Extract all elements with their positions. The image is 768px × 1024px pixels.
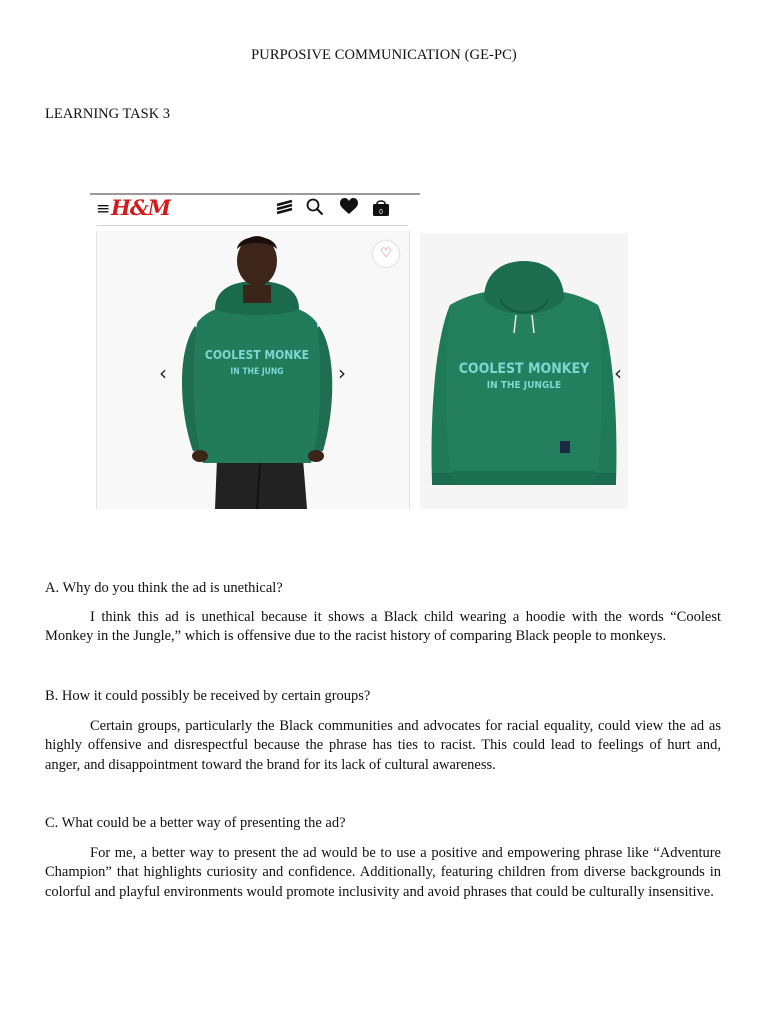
hoodie-product-photo [420, 233, 628, 509]
question-a: A. Why do you think the ad is unethical? [45, 580, 283, 596]
ad-screenshot-figure [90, 193, 630, 511]
answer-a: I think this ad is unethical because it shows a Black child wearing a hoodie with the words “Coolest Monkey in the Jungle,” which is offensive due to the racist history of comparing Black people to monkeys. [45, 609, 721, 645]
stripes-icon[interactable] [276, 199, 294, 215]
previous-image-arrow-2[interactable]: ‹ [614, 361, 622, 385]
favorite-heart-button[interactable]: ♡ [373, 241, 399, 267]
heart-icon[interactable] [340, 198, 358, 215]
question-c: C. What could be a better way of presenting the ad? [45, 815, 346, 831]
model-hoodie-print-line2: IN THE JUNG [230, 367, 284, 377]
flat-hoodie-illustration [420, 233, 628, 509]
task-label: LEARNING TASK 3 [45, 106, 171, 122]
brand-logo[interactable]: H&M [111, 195, 171, 220]
previous-image-arrow[interactable]: ‹ [159, 361, 167, 385]
hoodie-print-line1: COOLEST MONKEY [458, 361, 590, 377]
course-title: PURPOSIVE COMMUNICATION (GE-PC) [251, 47, 517, 63]
shopping-bag-icon[interactable] [372, 199, 390, 217]
question-b: B. How it could possibly be received by certain groups? [45, 688, 371, 704]
answer-b: Certain groups, particularly the Black communities and advocates for racial equality, could view the ad as highly offensive and disrespectful because the phrase has ties to racist. This could lead to feelings of hurt and, anger, and disappointment toward the brand for its lack of cultural awareness. [45, 718, 721, 773]
model-product-photo [96, 231, 410, 509]
store-app-bar [96, 195, 408, 226]
bag-count: 0 [378, 208, 384, 216]
hamburger-icon[interactable]: ≡ [96, 199, 111, 219]
hoodie-print-line2: IN THE JUNGLE [486, 380, 562, 391]
child-in-hoodie-illustration [97, 231, 409, 509]
search-icon[interactable] [306, 198, 324, 216]
model-hoodie-print-line1: COOLEST MONKE [204, 348, 310, 362]
answer-c: For me, a better way to present the ad would be to use a positive and empowering phrase like “Adventure Champion” that highlights curiosity and confidence. Additionally, featuring children from diverse backgrounds in colorful and playful environments would promote inclusivity and avoid phrases that could be culturally insensitive. [45, 845, 721, 900]
next-image-arrow[interactable]: › [338, 361, 346, 385]
